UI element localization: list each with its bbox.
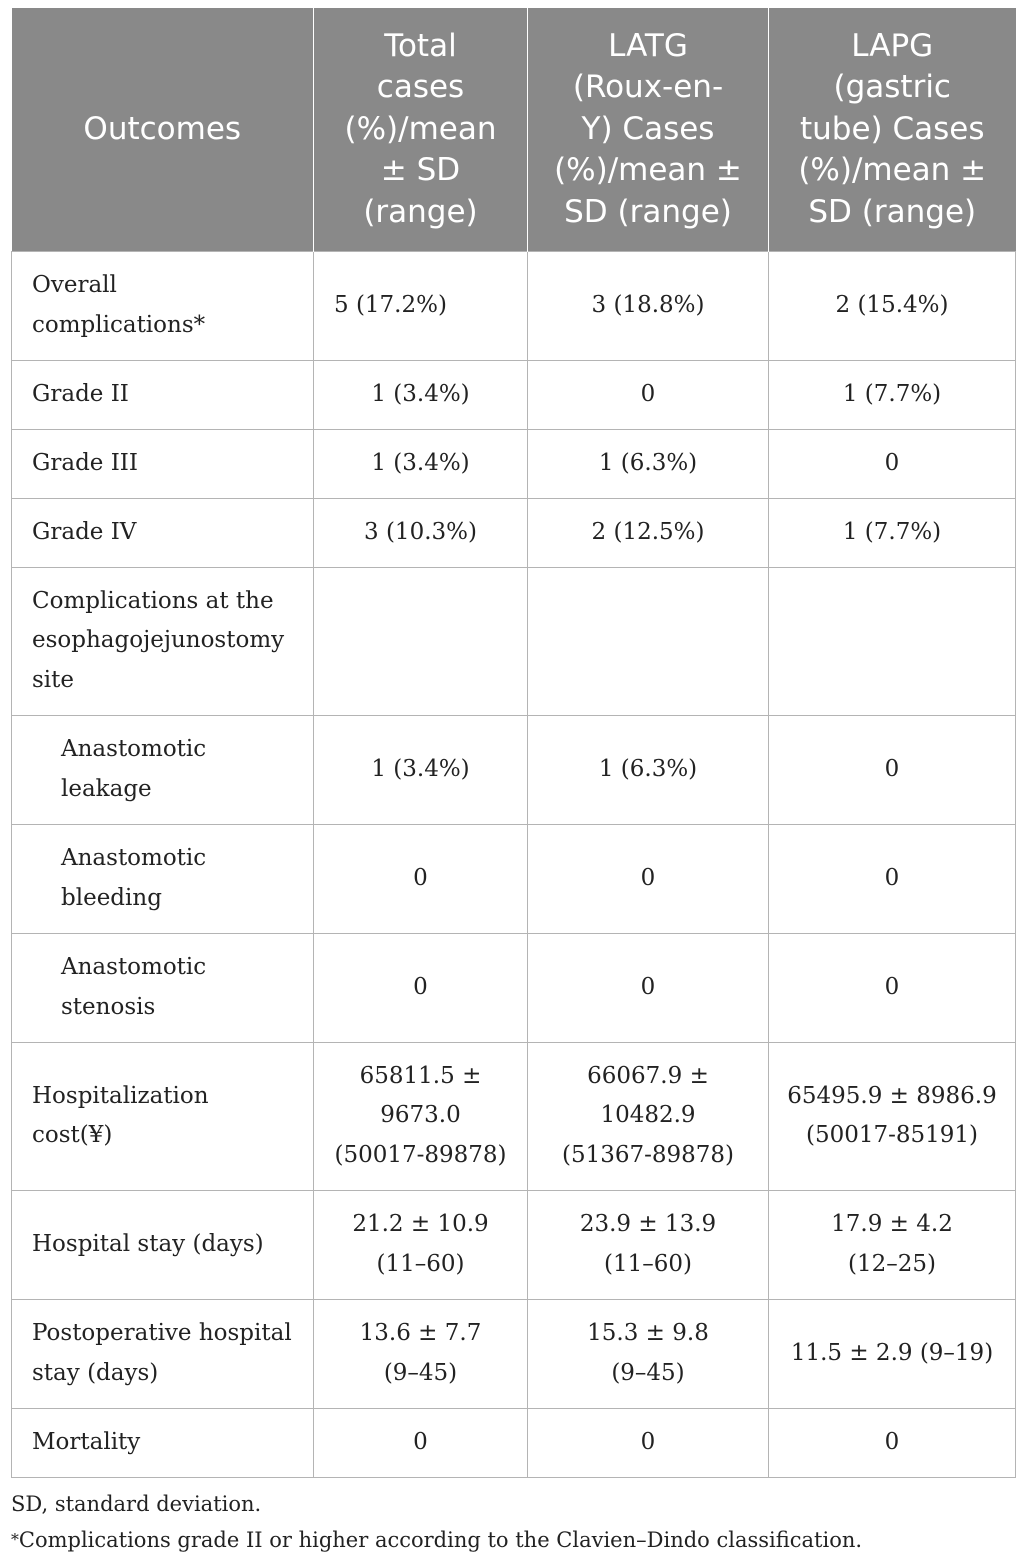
cell-total bbox=[314, 1190, 528, 1299]
cell-line: 65495.9 ± 8986.9 bbox=[787, 1082, 997, 1109]
cell-line: 13.6 ± 7.7 bbox=[359, 1320, 482, 1346]
outcomes-table bbox=[11, 8, 1016, 1478]
cell-total bbox=[314, 1408, 528, 1477]
table-footnotes bbox=[11, 1486, 1015, 1558]
row-label-overall-complications bbox=[12, 251, 314, 360]
label-line: leakage bbox=[61, 775, 152, 802]
footnote-marker: * bbox=[11, 1530, 19, 1549]
cell-line: 1 (7.7%) bbox=[842, 518, 942, 545]
cell-total bbox=[314, 498, 528, 567]
label-line: bleeding bbox=[61, 884, 162, 911]
cell-lapg bbox=[769, 1299, 1016, 1408]
cell-line: 1 (3.4%) bbox=[371, 449, 470, 476]
table-row bbox=[12, 429, 1016, 498]
cell-line: (9–45) bbox=[611, 1359, 685, 1386]
cell-lapg bbox=[769, 715, 1016, 824]
row-label-anastomotic-stenosis bbox=[12, 933, 314, 1042]
cell-lapg bbox=[769, 360, 1016, 429]
cell-latg bbox=[528, 1190, 769, 1299]
cell-latg bbox=[528, 498, 769, 567]
header-line: Total bbox=[384, 27, 457, 64]
row-label-postoperative-stay bbox=[12, 1299, 314, 1408]
cell-line: (50017-85191) bbox=[805, 1122, 979, 1148]
cell-line: 66067.9 ± bbox=[587, 1062, 709, 1089]
cell-latg bbox=[528, 1042, 769, 1190]
cell-total bbox=[314, 567, 528, 715]
header-line: (%)/mean ± bbox=[554, 152, 742, 188]
label-line: stenosis bbox=[61, 993, 156, 1020]
cell-line: 0 bbox=[640, 380, 656, 407]
row-label-anastomotic-leakage bbox=[12, 715, 314, 824]
cell-line: (11–60) bbox=[376, 1250, 465, 1277]
header-outcomes bbox=[12, 8, 314, 251]
label-line: Overall bbox=[32, 272, 117, 298]
label-line: Anastomotic bbox=[61, 954, 207, 980]
label-line: stay (days) bbox=[32, 1359, 159, 1386]
cell-line: 21.2 ± 10.9 bbox=[352, 1211, 489, 1237]
cell-total bbox=[314, 360, 528, 429]
cell-lapg bbox=[769, 824, 1016, 933]
cell-total bbox=[314, 933, 528, 1042]
table-row bbox=[12, 1299, 1016, 1408]
table-row bbox=[12, 933, 1016, 1042]
header-line: LATG bbox=[608, 27, 688, 64]
cell-total bbox=[314, 1299, 528, 1408]
footnote-text: Complications grade II or higher according to the Clavien–Dindo classification. bbox=[18, 1528, 863, 1552]
cell-line: 0 bbox=[640, 973, 656, 1000]
cell-latg bbox=[528, 251, 769, 360]
row-label-grade-iii bbox=[12, 429, 314, 498]
cell-line: 3 (18.8%) bbox=[591, 291, 705, 318]
cell-line: 0 bbox=[884, 449, 900, 476]
footnote-complications bbox=[11, 1522, 1015, 1558]
header-line: LAPG bbox=[851, 27, 934, 64]
cell-latg bbox=[528, 1408, 769, 1477]
cell-line: 23.9 ± 13.9 bbox=[579, 1211, 717, 1237]
cell-lapg bbox=[769, 1190, 1016, 1299]
row-label-grade-ii bbox=[12, 360, 314, 429]
cell-line: 15.3 ± 9.8 bbox=[587, 1320, 709, 1346]
label-line: site bbox=[32, 666, 75, 693]
cell-line: 0 bbox=[884, 864, 900, 891]
label-line: Postoperative hospital bbox=[32, 1320, 292, 1346]
cell-total bbox=[314, 251, 528, 360]
label-line: Grade III bbox=[32, 449, 138, 476]
cell-line: 9673.0 bbox=[380, 1102, 461, 1129]
header-line: (%)/mean ± bbox=[798, 152, 987, 188]
header-line: Y) Cases bbox=[581, 110, 715, 147]
cell-line: (51367-89878) bbox=[561, 1141, 735, 1168]
header-line: (%)/mean bbox=[344, 110, 497, 147]
label-line: Grade IV bbox=[32, 518, 137, 545]
header-line: Outcomes bbox=[83, 110, 242, 147]
cell-latg bbox=[528, 1299, 769, 1408]
cell-lapg bbox=[769, 1042, 1016, 1190]
table-row bbox=[12, 360, 1016, 429]
cell-latg bbox=[528, 360, 769, 429]
table-row bbox=[12, 1408, 1016, 1477]
label-line: Hospitalization bbox=[32, 1082, 209, 1109]
cell-latg bbox=[528, 933, 769, 1042]
header-line: (gastric bbox=[833, 69, 951, 105]
cell-line: (50017-89878) bbox=[334, 1141, 507, 1168]
cell-line: 0 bbox=[413, 1428, 428, 1455]
outcomes-table-container bbox=[11, 8, 1015, 1478]
cell-line: 65811.5 ± bbox=[359, 1062, 482, 1089]
cell-latg bbox=[528, 567, 769, 715]
label-line: Grade II bbox=[32, 380, 129, 407]
row-label-complications-site bbox=[12, 567, 314, 715]
cell-lapg bbox=[769, 567, 1016, 715]
footnote-abbreviation: SD, standard deviation. bbox=[11, 1492, 262, 1516]
cell-line: 1 (6.3%) bbox=[598, 755, 698, 782]
header-line: (range) bbox=[363, 193, 478, 230]
label-line: Complications at the bbox=[32, 587, 274, 614]
row-label-hospital-stay bbox=[12, 1190, 314, 1299]
header-total-cases bbox=[314, 8, 528, 251]
cell-latg bbox=[528, 715, 769, 824]
table-row bbox=[12, 824, 1016, 933]
cell-line: 3 (10.3%) bbox=[364, 518, 477, 545]
cell-line: 11.5 ± 2.9 (9–19) bbox=[790, 1339, 994, 1366]
table-row bbox=[12, 498, 1016, 567]
label-line: Mortality bbox=[32, 1428, 141, 1455]
header-latg bbox=[528, 8, 769, 251]
cell-line: 0 bbox=[413, 973, 428, 1000]
cell-lapg bbox=[769, 251, 1016, 360]
label-line: Anastomotic bbox=[61, 845, 207, 871]
cell-total bbox=[314, 1042, 528, 1190]
cell-line: 0 bbox=[884, 1428, 900, 1455]
table-row bbox=[12, 251, 1016, 360]
cell-latg bbox=[528, 824, 769, 933]
cell-line: 0 bbox=[640, 864, 656, 891]
cell-line: 17.9 ± 4.2 bbox=[831, 1211, 953, 1237]
table-row bbox=[12, 1190, 1016, 1299]
label-line: cost(¥) bbox=[32, 1122, 113, 1148]
row-label-anastomotic-bleeding bbox=[12, 824, 314, 933]
cell-line: 0 bbox=[413, 864, 428, 891]
cell-line: 5 (17.2%) bbox=[334, 291, 447, 318]
cell-line: 2 (12.5%) bbox=[591, 518, 705, 545]
label-line: esophagojejunostomy bbox=[32, 627, 285, 654]
header-line: ± SD bbox=[380, 152, 461, 188]
cell-lapg bbox=[769, 1408, 1016, 1477]
header-line: SD (range) bbox=[564, 193, 732, 230]
header-line: SD (range) bbox=[808, 193, 977, 230]
cell-line: 1 (3.4%) bbox=[371, 380, 470, 407]
cell-latg bbox=[528, 429, 769, 498]
cell-line: 2 (15.4%) bbox=[835, 291, 949, 318]
cell-line: 1 (7.7%) bbox=[842, 380, 942, 407]
table-header-row bbox=[12, 8, 1016, 251]
table-row bbox=[12, 715, 1016, 824]
row-label-grade-iv bbox=[12, 498, 314, 567]
cell-line: 10482.9 bbox=[600, 1102, 696, 1129]
cell-line: (12–25) bbox=[848, 1250, 936, 1277]
label-line: Hospital stay (days) bbox=[32, 1230, 264, 1257]
header-line: tube) Cases bbox=[799, 110, 985, 147]
cell-line: 0 bbox=[884, 755, 900, 782]
cell-line: 0 bbox=[884, 973, 900, 1000]
row-label-hospitalization-cost bbox=[12, 1042, 314, 1190]
cell-line: 1 (6.3%) bbox=[598, 449, 698, 476]
cell-line: (11–60) bbox=[604, 1250, 692, 1277]
label-line: complications* bbox=[32, 311, 206, 338]
header-line: cases bbox=[376, 69, 465, 105]
row-label-mortality bbox=[12, 1408, 314, 1477]
cell-lapg bbox=[769, 498, 1016, 567]
table-row bbox=[12, 1042, 1016, 1190]
cell-line: (9–45) bbox=[383, 1359, 458, 1386]
label-line: Anastomotic bbox=[61, 736, 207, 762]
cell-lapg bbox=[769, 429, 1016, 498]
cell-lapg bbox=[769, 933, 1016, 1042]
table-row bbox=[12, 567, 1016, 715]
cell-total bbox=[314, 715, 528, 824]
cell-line: 1 (3.4%) bbox=[371, 755, 470, 782]
cell-total bbox=[314, 824, 528, 933]
header-lapg bbox=[769, 8, 1016, 251]
header-line: (Roux-en- bbox=[572, 69, 724, 105]
cell-total bbox=[314, 429, 528, 498]
cell-line: 0 bbox=[640, 1428, 656, 1455]
